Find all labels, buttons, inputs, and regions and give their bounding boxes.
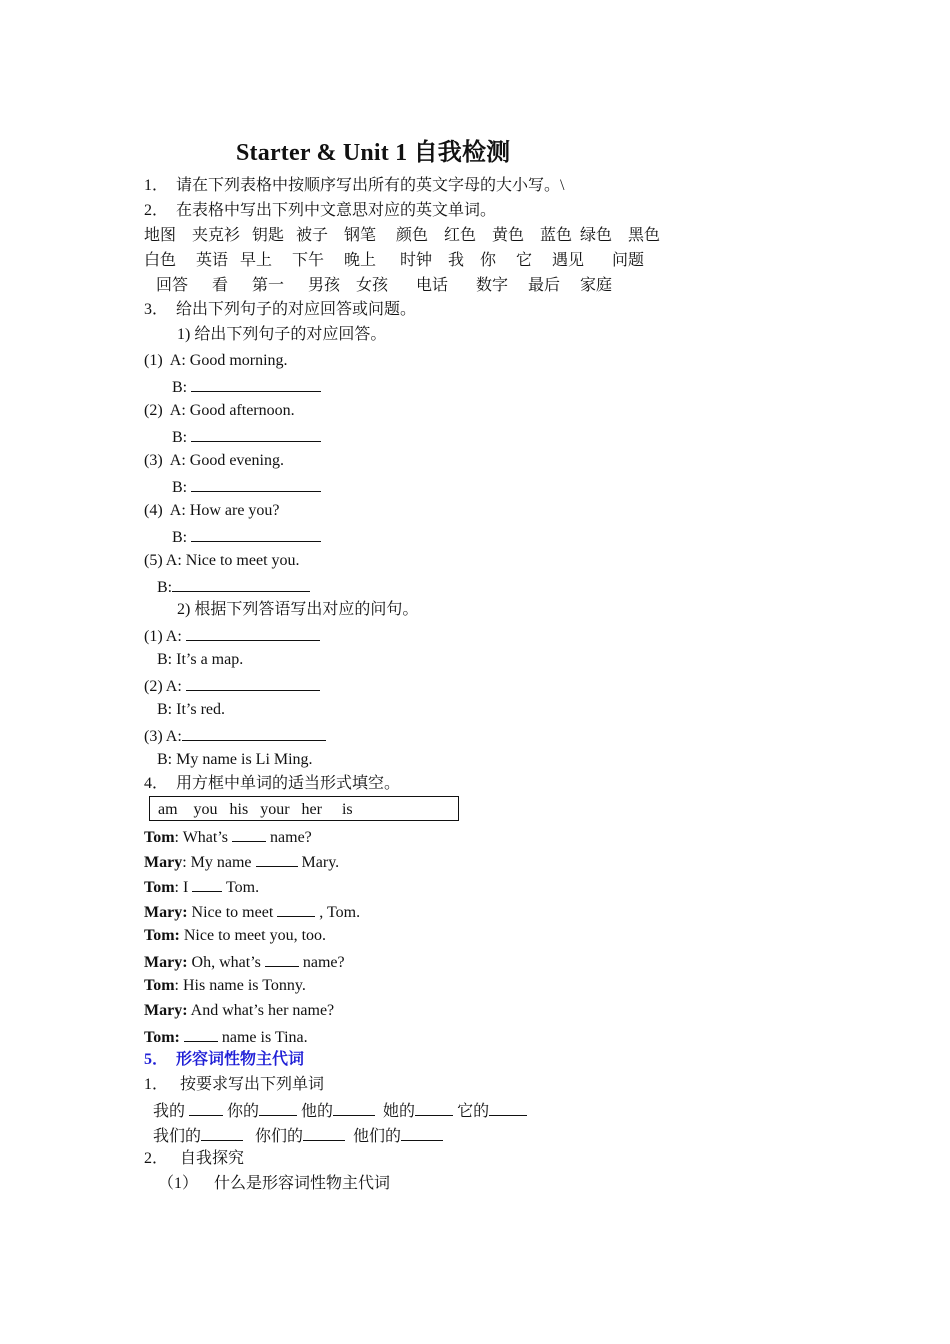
question-blank[interactable]: [186, 675, 320, 691]
question-blank[interactable]: [182, 725, 326, 741]
pronoun-blank[interactable]: [401, 1125, 443, 1141]
answer-blank[interactable]: [191, 376, 321, 392]
pronoun-row-1: 我的 你的 他的 她的 它的: [153, 1100, 527, 1122]
question-item-1-a: (1) A:: [144, 625, 320, 647]
question-3-part-1: 1) 给出下列句子的对应回答。: [177, 326, 387, 343]
dialog-4-b: B:: [172, 526, 321, 548]
dialog-2-b: B:: [172, 426, 321, 448]
conversation-line: Mary: My name Mary.: [144, 851, 339, 873]
conversation-line: Tom: What’s name?: [144, 826, 312, 848]
fill-blank[interactable]: [256, 851, 298, 867]
question-3-part-2: 2) 根据下列答语写出对应的问句。: [177, 601, 419, 618]
page-title: Starter & Unit 1 自我检测: [236, 140, 511, 166]
conversation-line: Mary: Nice to meet , Tom.: [144, 901, 360, 923]
question-item-2-b: B: It’s red.: [157, 701, 225, 718]
question-1: 1． 请在下列表格中按顺序写出所有的英文字母的大小写。\: [144, 177, 565, 194]
question-blank[interactable]: [186, 625, 320, 641]
fill-blank[interactable]: [184, 1026, 218, 1042]
question-5: 5． 形容词性物主代词: [144, 1051, 305, 1068]
pronoun-blank[interactable]: [489, 1100, 527, 1116]
section-heading: 形容词性物主代词: [176, 1051, 305, 1068]
sub-question-1: 1． 按要求写出下列单词: [144, 1076, 325, 1093]
sub-question-2-1: （1） 什么是形容词性物主代词: [158, 1175, 391, 1192]
question-item-1-b: B: It’s a map.: [157, 651, 244, 668]
conversation-line: Tom: name is Tina.: [144, 1026, 308, 1048]
question-item-2-a: (2) A:: [144, 675, 320, 697]
dialog-5-a: (5) A: Nice to meet you.: [144, 552, 300, 569]
fill-blank[interactable]: [265, 951, 299, 967]
answer-blank[interactable]: [191, 526, 321, 542]
conversation-line: Tom: I Tom.: [144, 876, 259, 898]
dialog-5-b: B:: [157, 576, 310, 598]
conversation-line: Tom: Nice to meet you, too.: [144, 927, 327, 944]
vocab-row-2: 白色 英语 早上 下午 晚上 时钟 我 你 它 遇见 问题: [144, 252, 645, 269]
pronoun-blank[interactable]: [189, 1100, 223, 1116]
pronoun-blank[interactable]: [333, 1100, 375, 1116]
answer-blank[interactable]: [191, 426, 321, 442]
dialog-3-a: (3) A: Good evening.: [144, 452, 284, 469]
fill-blank[interactable]: [192, 876, 222, 892]
dialog-2-a: (2) A: Good afternoon.: [144, 402, 295, 419]
question-item-3-a: (3) A:: [144, 725, 326, 747]
sub-question-2: 2． 自我探究: [144, 1150, 245, 1167]
conversation-line: Mary: And what’s her name?: [144, 1002, 335, 1019]
question-3: 3． 给出下列句子的对应回答或问题。: [144, 301, 417, 318]
dialog-1-b: B:: [172, 376, 321, 398]
vocab-row-3: 回答 看 第一 男孩 女孩 电话 数字 最后 家庭: [144, 277, 613, 294]
answer-blank[interactable]: [191, 476, 321, 492]
pronoun-blank[interactable]: [201, 1125, 243, 1141]
dialog-4-a: (4) A: How are you?: [144, 502, 280, 519]
answer-blank[interactable]: [172, 576, 310, 592]
question-4: 4． 用方框中单词的适当形式填空。: [144, 775, 401, 792]
vocab-row-1: 地图 夹克衫 钥匙 被子 钢笔 颜色 红色 黄色 蓝色 绿色 黑色: [144, 227, 661, 244]
conversation-line: Mary: Oh, what’s name?: [144, 951, 345, 973]
conversation-line: Tom: His name is Tonny.: [144, 977, 306, 994]
fill-blank[interactable]: [277, 901, 315, 917]
dialog-3-b: B:: [172, 476, 321, 498]
pronoun-blank[interactable]: [415, 1100, 453, 1116]
question-2: 2． 在表格中写出下列中文意思对应的英文单词。: [144, 202, 497, 219]
pronoun-row-2: 我们的 你们的 他们的: [153, 1125, 443, 1147]
word-box: am you his your her is: [149, 796, 459, 821]
pronoun-blank[interactable]: [259, 1100, 297, 1116]
question-item-3-b: B: My name is Li Ming.: [157, 751, 313, 768]
pronoun-blank[interactable]: [303, 1125, 345, 1141]
dialog-1-a: (1) A: Good morning.: [144, 352, 288, 369]
fill-blank[interactable]: [232, 826, 266, 842]
